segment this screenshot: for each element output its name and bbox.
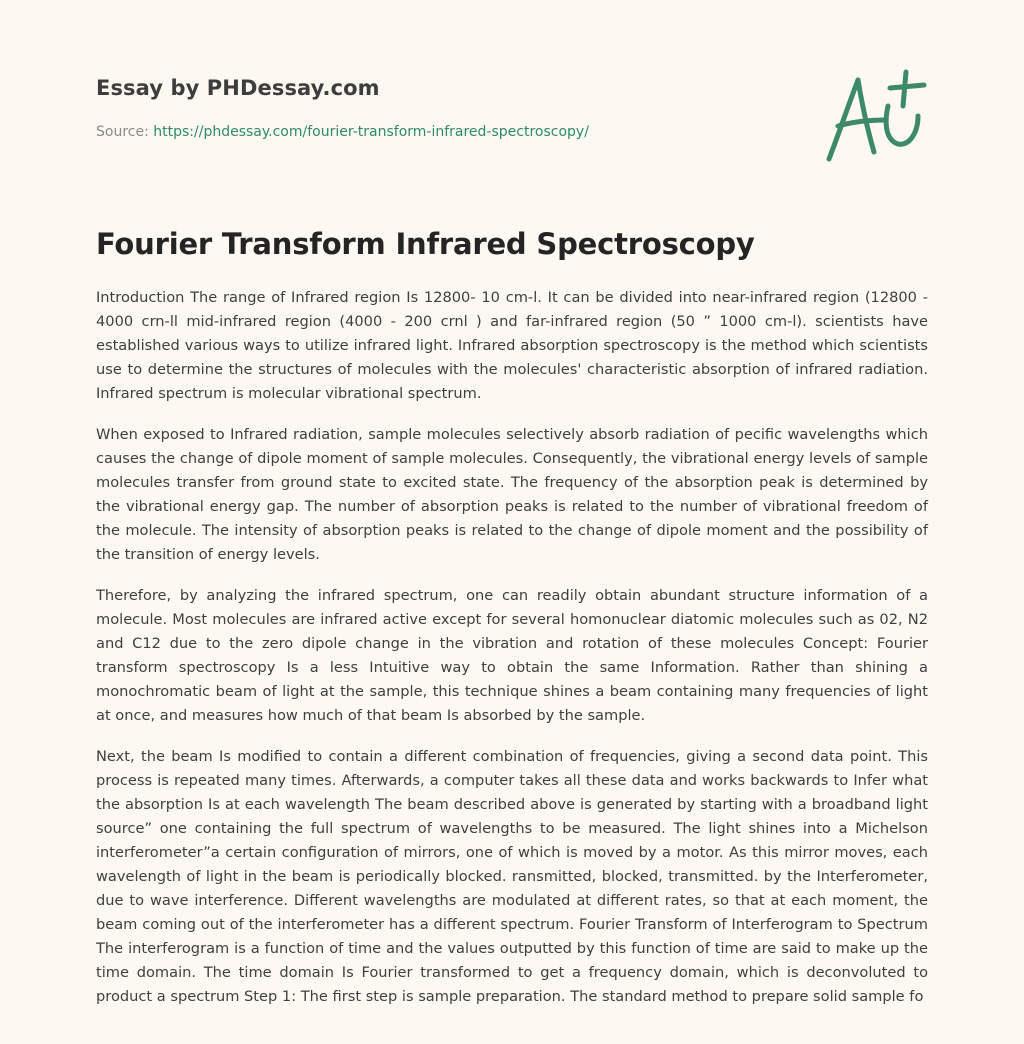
source-line <box>96 124 589 140</box>
article-paragraph: Introduction The range of Infrared region Is 12800- 10 cm-l. It can be divided into near-infrared region (12800 - 4000 crn-ll mid-infrared region (4000 - 200 crnl ) and far-infrared region (50 ” 1000 cm-l). scientists have established various ways to utilize infrared light. Infrared absorption spectroscopy is the method which scientists use to determine the structures of molecules with the molecules' characteristic absorption of infrared radiation. Infrared spectrum is molecular vibrational spectrum. <box>96 289 928 402</box>
source-link[interactable]: https://phdessay.com/fourier-transform-infrared-spectroscopy/ <box>153 124 589 140</box>
source-label: Source: <box>96 124 149 140</box>
site-header <box>96 0 928 180</box>
article-paragraph: Next, the beam Is modified to contain a different combination of frequencies, giving a second data point. This process is repeated many times. Afterwards, a computer takes all these data and works backwards to Infer what the absorption Is at each wavelength The beam described above is generated by starting with a broadband light source” one containing the full spectrum of wavelengths to be measured. The light shines into a Michelson interferometer”a certain configuration of mirrors, one of which is moved by a motor. As this mirror moves, each wavelength of light in the beam is periodically blocked. ransmitted, blocked, transmitted. by the Interferometer, due to wave interference. Different wavelengths are modulated at different rates, so that at each moment, the beam coming out of the interferometer has a different spectrum. Fourier Transform of Interferogram to Spectrum The interferogram is a function of time and the values outputted by this function of time are said to make up the time domain. The time domain Is Fourier transformed to get a frequency domain, which is deconvoluted to product a spectrum Step 1: The first step is sample preparation. The standard method to prepare solid sample fo <box>96 748 928 1005</box>
a-plus-grade-icon <box>822 66 930 166</box>
article-paragraph: Therefore, by analyzing the infrared spectrum, one can readily obtain abundant structure information of a molecule. Most molecules are infrared active except for several homonuclear diatomic molecules such as 02, N2 and C12 due to the zero dipole change in the vibration and rotation of these molecules Concept: Fourier transform spectroscopy Is a less Intuitive way to obtain the same Information. Rather than shining a monochromatic beam of light at the sample, this technique shines a beam containing many frequencies of light at once, and measures how much of that beam Is absorbed by the sample. <box>96 587 928 724</box>
article-paragraph: When exposed to Infrared radiation, sample molecules selectively absorb radiation of pecific wavelengths which causes the change of dipole moment of sample molecules. Consequently, the vibrational energy levels of sample molecules transfer from ground state to excited state. The frequency of the absorption peak is determined by the vibrational energy gap. The number of absorption peaks is related to the number of vibrational freedom of the molecule. The intensity of absorption peaks is related to the change of dipole moment and the possibility of the transition of energy levels. <box>96 426 928 563</box>
article-title: Fourier Transform Infrared Spectroscopy <box>96 227 755 261</box>
site-brand: Essay by PHDessay.com <box>96 76 380 100</box>
article-body <box>96 286 928 1026</box>
